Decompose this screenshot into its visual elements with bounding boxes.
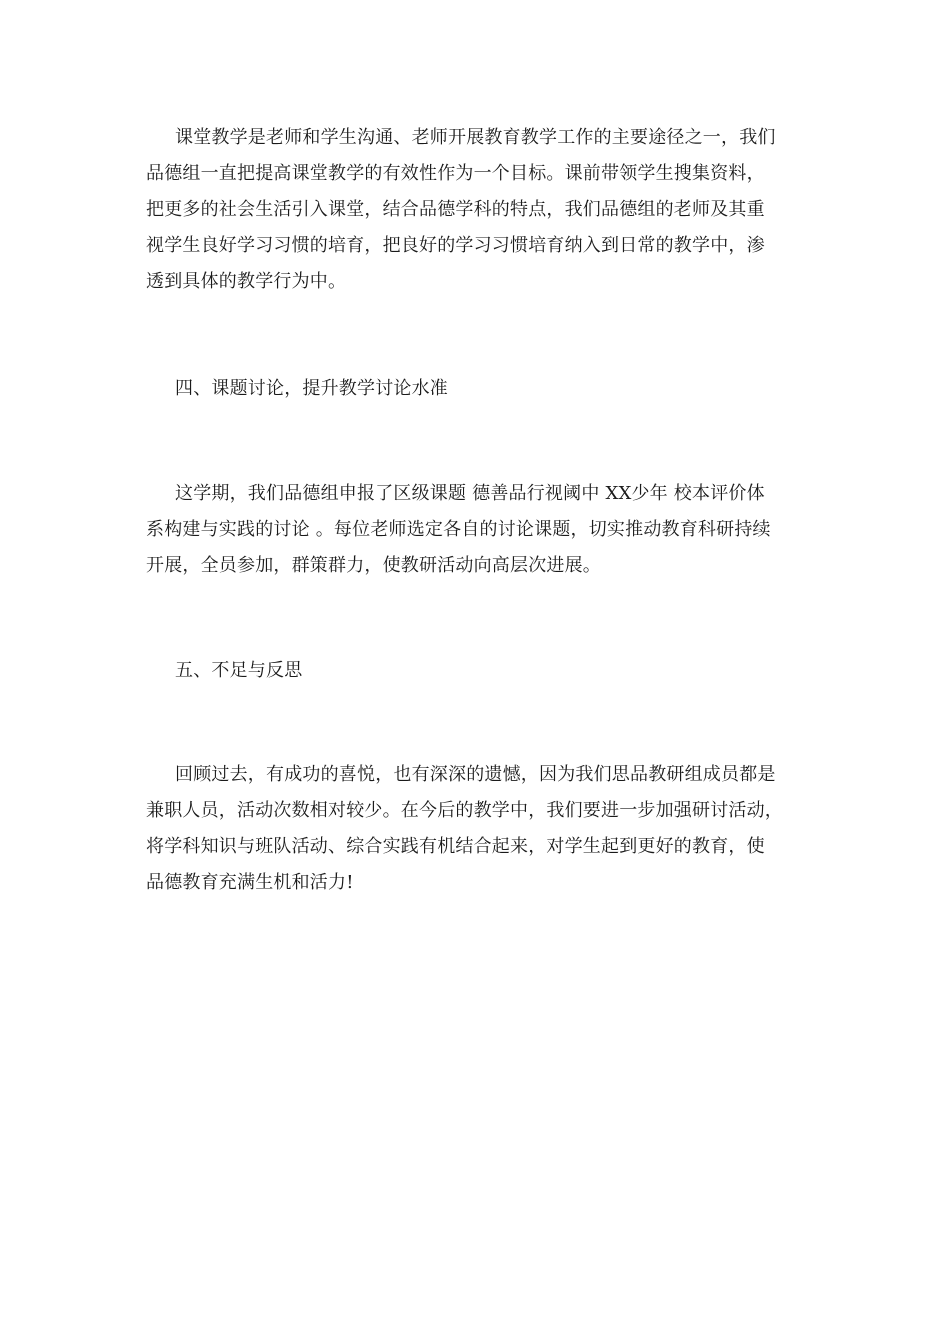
heading-text: 五、不足与反思: [175, 660, 303, 681]
paragraph-line: 课堂教学是老师和学生沟通、老师开展教育教学工作的主要途径之一，我们: [175, 127, 776, 148]
section-heading-four: [146, 371, 818, 407]
paragraph-line: 透到具体的教学行为中。: [146, 271, 347, 292]
paragraph-research-project: [146, 476, 818, 584]
heading-text: 四、课题讨论，提升教学讨论水准: [175, 378, 448, 399]
paragraph-line: 这学期，我们品德组申报了区级课题 德善品行视阈中 XX少年 校本评价体: [175, 483, 765, 504]
section-heading-five: [146, 653, 818, 689]
paragraph-line: 系构建与实践的讨论 。每位老师选定各自的讨论课题，切实推动教育科研持续: [146, 519, 771, 540]
paragraph-line: 品德组一直把提高课堂教学的有效性作为一个目标。课前带领学生搜集资料，: [146, 163, 765, 184]
paragraph-line: 将学科知识与班队活动、综合实践有机结合起来，对学生起到更好的教育，使: [146, 836, 765, 857]
paragraph-line: 兼职人员，活动次数相对较少。在今后的教学中，我们要进一步加强研讨活动，: [146, 800, 783, 821]
paragraph-line: 开展，全员参加，群策群力，使教研活动向高层次进展。: [146, 555, 601, 576]
paragraph-line: 视学生良好学习习惯的培育，把良好的学习习惯培育纳入到日常的教学中，渗: [146, 235, 765, 256]
paragraph-classroom-teaching: [146, 120, 818, 300]
paragraph-line: 品德教育充满生机和活力!: [146, 872, 354, 893]
paragraph-reflection: [146, 757, 818, 901]
paragraph-line: 回顾过去，有成功的喜悦，也有深深的遗憾，因为我们思品教研组成员都是: [175, 764, 776, 785]
paragraph-line: 把更多的社会生活引入课堂，结合品德学科的特点，我们品德组的老师及其重: [146, 199, 765, 220]
